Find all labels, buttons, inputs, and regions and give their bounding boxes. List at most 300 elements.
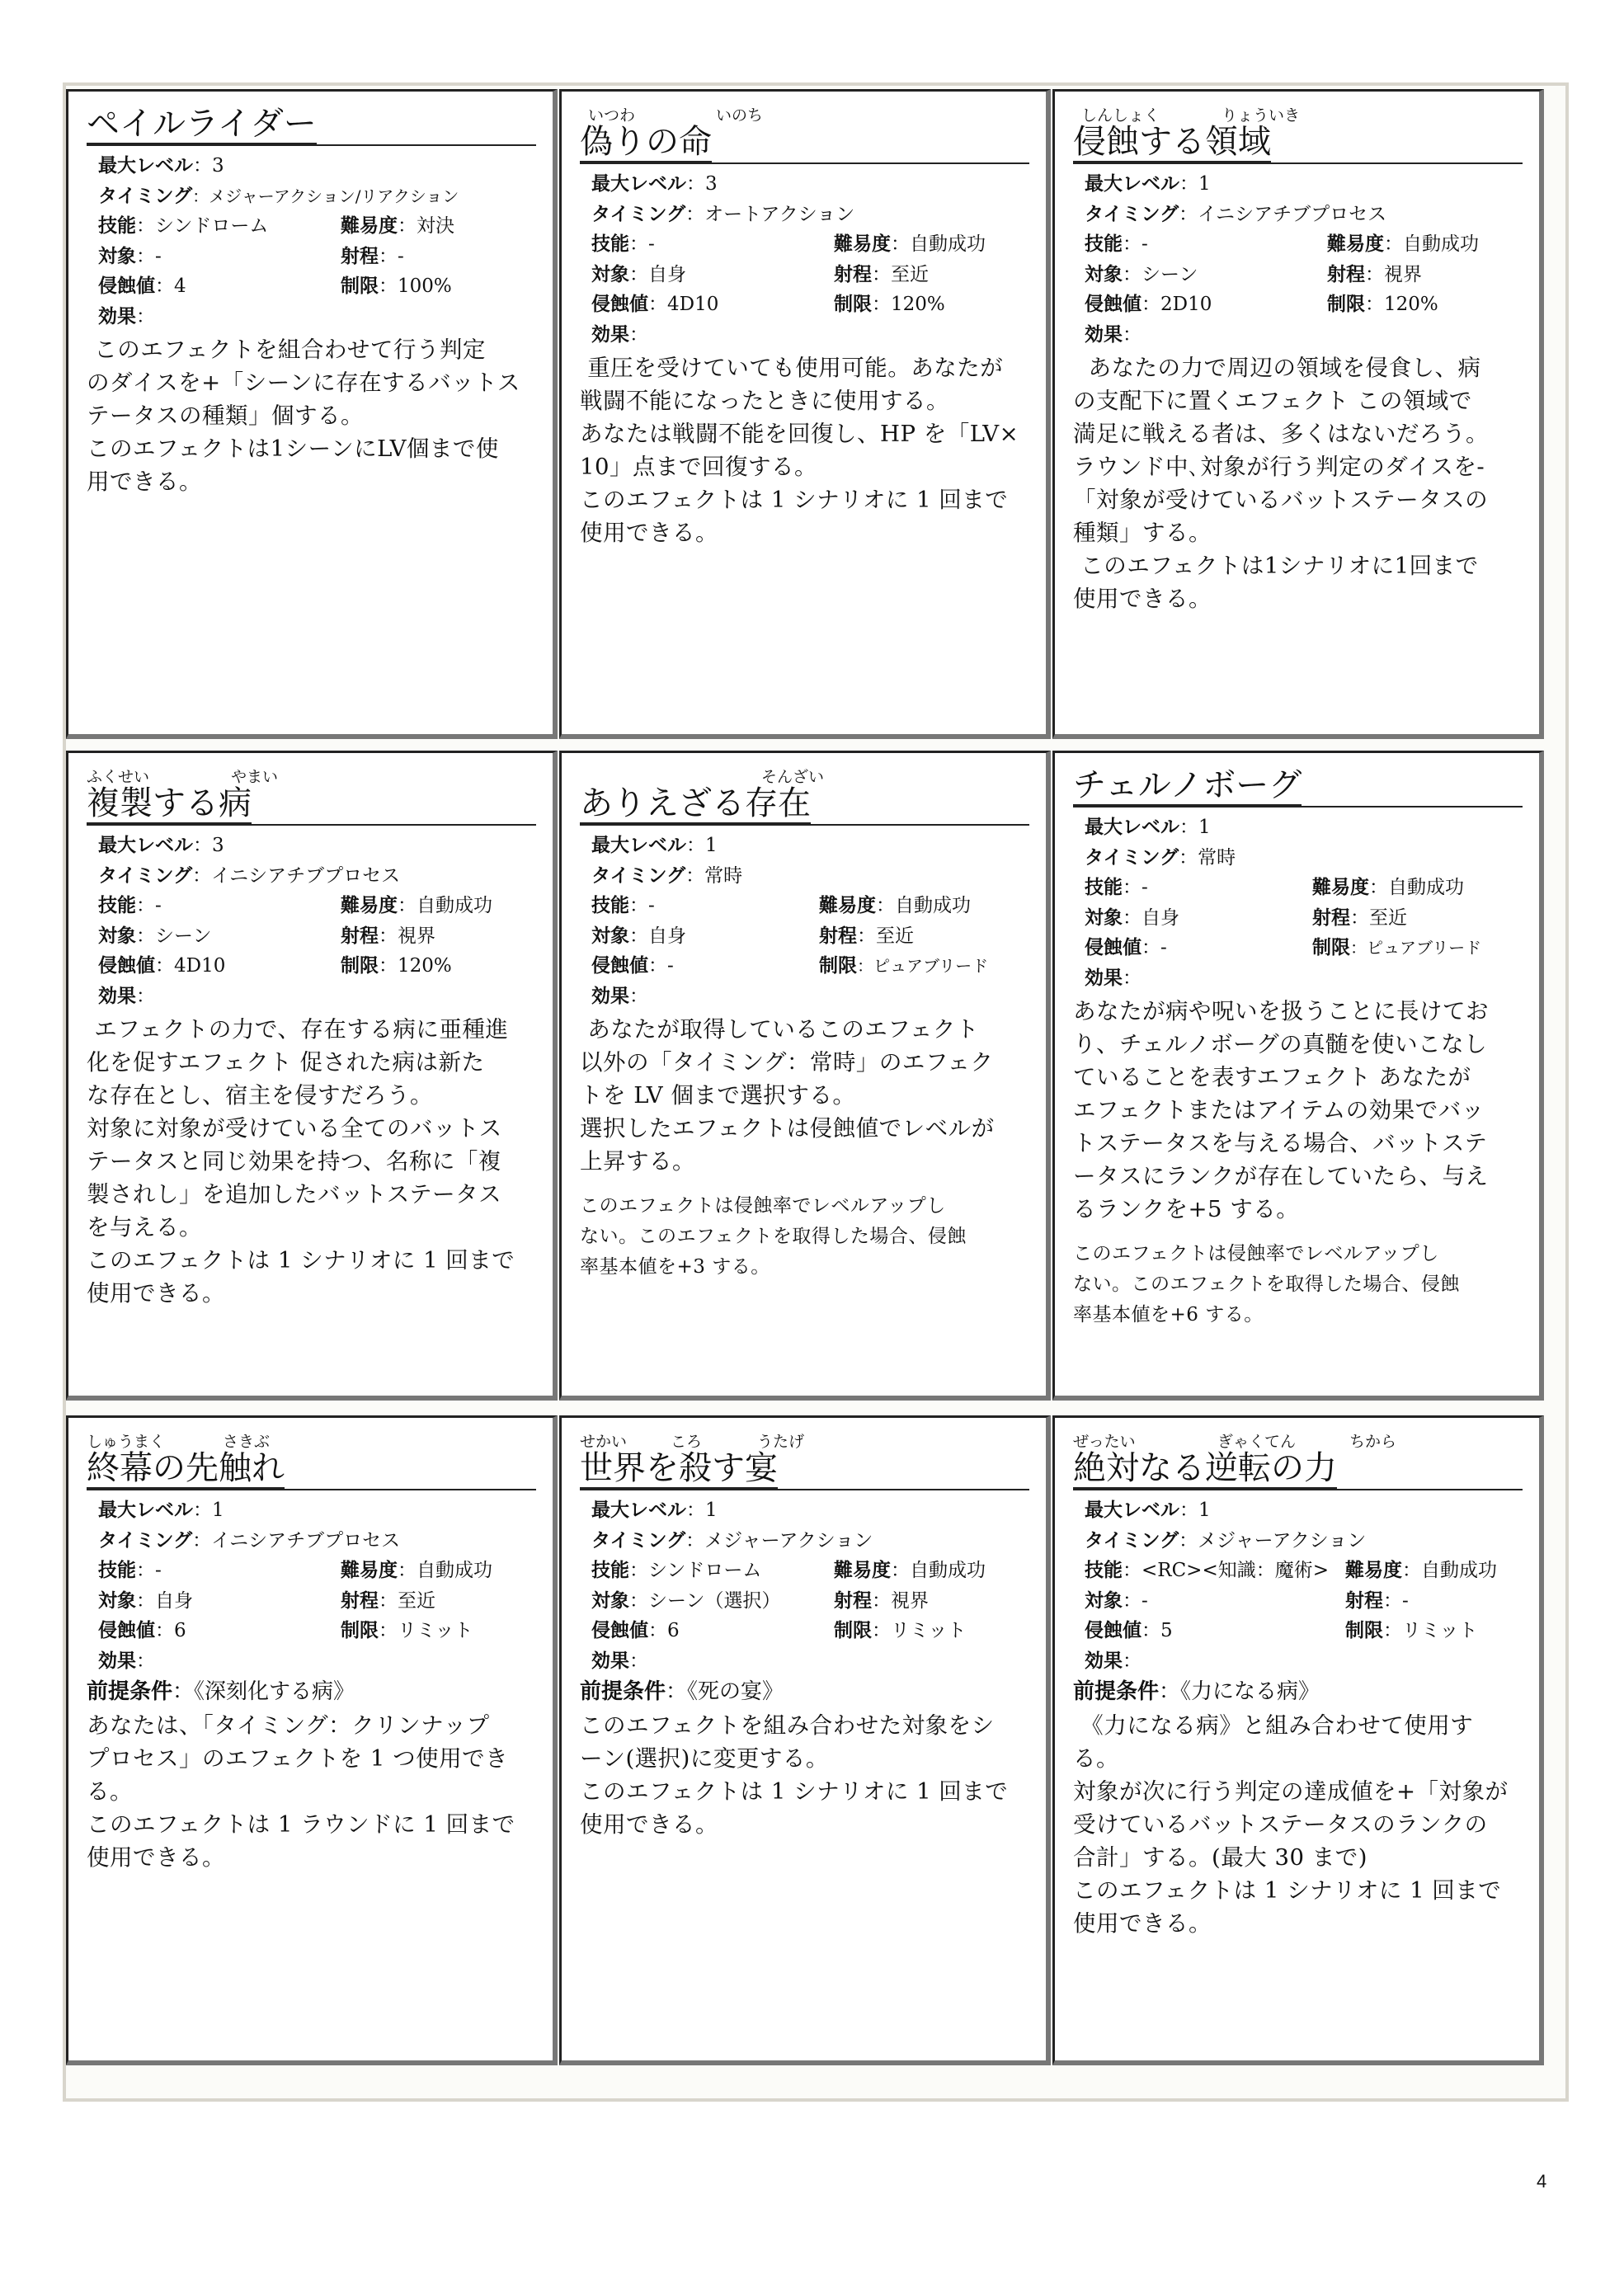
ruby-text: そんざい <box>761 768 825 786</box>
effect-title <box>580 123 1029 164</box>
stat-label: タイミング <box>1085 1529 1179 1551</box>
effect-title <box>87 1449 536 1490</box>
stat-label: タイミング <box>1085 846 1179 869</box>
stat-label: 技能 <box>591 895 629 916</box>
stat-timing <box>87 181 536 212</box>
stat-label: 難易度 <box>819 895 876 916</box>
stat-col2 <box>341 951 452 982</box>
stat-value: ：自動成功 <box>398 1560 492 1581</box>
stat-value: ： <box>629 985 648 1007</box>
stat-value: ：対決 <box>398 215 454 237</box>
effect-card <box>1052 1415 1544 2065</box>
stat-label: 技能 <box>1085 233 1123 255</box>
stat-effect <box>580 1646 1029 1677</box>
stat-label: 難易度 <box>1345 1560 1402 1581</box>
stat-row <box>1073 1616 1523 1646</box>
stat-value: ：シーン（選択） <box>629 1589 781 1612</box>
stat-value: ：視界 <box>379 925 435 947</box>
stat-row <box>580 1556 1029 1586</box>
stat-effect <box>1073 320 1523 351</box>
stat-row <box>87 211 536 242</box>
ruby-line <box>580 1426 1029 1449</box>
stat-value: ：1 <box>1179 173 1211 195</box>
stat-label: 侵蝕値 <box>591 294 648 315</box>
effect-card <box>559 751 1051 1401</box>
stat-label: タイミング <box>1085 203 1179 225</box>
stat-max-level <box>87 151 536 181</box>
stat-value: ：シーン <box>1123 263 1198 285</box>
stat-label: 制限 <box>1327 294 1365 315</box>
stat-value: ：自動成功 <box>398 895 492 916</box>
stat-value: ：- <box>1123 233 1148 255</box>
stat-label: 対象 <box>1085 263 1123 285</box>
effect-title <box>580 1449 1029 1490</box>
stat-label: 技能 <box>591 233 629 255</box>
stat-label: タイミング <box>98 185 193 207</box>
stat-value: ：- <box>629 233 655 255</box>
stat-label: 最大レベル <box>1085 817 1179 838</box>
stat-value: ：自動成功 <box>891 233 986 255</box>
effect-title <box>1073 123 1523 164</box>
stat-label: 技能 <box>98 1560 136 1581</box>
stat-label: 射程 <box>819 925 857 947</box>
stat-value: ：至近 <box>379 1589 435 1612</box>
stat-value: ：ピュアブリード <box>857 956 989 976</box>
effect-note: このエフェクトは侵蝕率でレベルアップし ない。このエフェクトを取得した場合、侵蝕 率基本値を+3 する。 <box>580 1195 967 1278</box>
stat-value: ：- <box>1383 1589 1409 1612</box>
stat-timing <box>1073 843 1523 873</box>
stat-value: ：- <box>1142 937 1167 958</box>
stat-max-level <box>1073 169 1523 200</box>
stat-label: 効果 <box>591 985 629 1007</box>
stat-label: 制限 <box>341 275 379 297</box>
stat-label: 技能 <box>1085 1560 1123 1581</box>
effect-card <box>66 751 558 1401</box>
effect-title-text: 偽りの命 <box>580 123 712 163</box>
stat-label: タイミング <box>591 203 686 225</box>
stat-col2 <box>1345 1556 1497 1586</box>
stat-label: タイミング <box>591 1529 686 1551</box>
prerequisite-value: ：《死の宴》 <box>666 1679 784 1704</box>
effect-description: あなたは、「タイミング：クリンナップ プロセス」のエフェクトを 1 つ使用でき る。 このエフェクトは 1 ラウンドに 1 回まで 使用できる。 <box>87 1712 515 1871</box>
stat-value: ：1 <box>1179 1500 1211 1521</box>
stat-value: ： <box>1123 1650 1142 1672</box>
ruby-text: しんしょく <box>1081 106 1160 125</box>
stat-value: ：100% <box>379 275 452 297</box>
stat-value: ：120% <box>872 294 945 315</box>
stat-value: ：<RC><知識：魔術> <box>1123 1560 1330 1581</box>
effect-card <box>1052 89 1544 739</box>
stat-value: ：自動成功 <box>1369 877 1464 898</box>
stat-value: ： <box>136 305 155 327</box>
stat-value: ：視界 <box>872 1589 929 1612</box>
stat-label: 射程 <box>834 1589 872 1612</box>
effect-description: あなたが取得しているこのエフェクト 以外の「タイミング：常時」のエフェク トを LV 個まで選択する。 選択したエフェクトは侵蝕値でレベルが 上昇する。 <box>580 1016 995 1175</box>
stat-row <box>87 242 536 272</box>
stat-value: ：3 <box>686 173 718 195</box>
stat-label: 侵蝕値 <box>591 1620 648 1641</box>
stat-col2 <box>1327 260 1422 290</box>
stat-value: ：オートアクション <box>685 203 855 225</box>
stat-value: ： <box>629 1650 648 1672</box>
stat-max-level <box>580 169 1029 200</box>
stat-value: ：- <box>629 895 655 916</box>
stat-col2 <box>834 1616 967 1646</box>
stat-value: ：120% <box>379 955 452 977</box>
stat-timing <box>580 1526 1029 1556</box>
stat-label: 効果 <box>591 1650 629 1672</box>
stat-label: 効果 <box>1085 1650 1123 1672</box>
stat-value: ：メジャーアクション <box>685 1529 873 1551</box>
stat-value: ：自動成功 <box>1384 233 1479 255</box>
effect-description: エフェクトの力で、存在する病に亜種進 化を促すエフェクト 促された病は新た な存在とし、宿主を侵すだろう。 対象に対象が受けている全てのバットス テータスと同じ効果を持つ、名称に「複 製されし」を追加したバットステータス を与える。 このエフェクトは 1 シナリオに 1 回まで 使用できる。 <box>87 1016 515 1307</box>
stat-row <box>87 1556 536 1586</box>
stat-value: ：3 <box>193 835 224 856</box>
stat-label: 射程 <box>1312 906 1350 929</box>
stat-row <box>1073 903 1523 934</box>
stat-label: 侵蝕値 <box>98 955 155 977</box>
stat-value: ：- <box>136 1560 162 1581</box>
stat-label: 侵蝕値 <box>1085 937 1142 958</box>
effect-description: あなたの力で周辺の領域を侵食し、病 の支配下に置くエフェクト この領域で 満足に戦える者は、多くはないだろう。 ラウンド中､対象が行う判定のダイスを- 「対象が受けているバットステータスの 種類」する。 このエフェクトは1シナリオに1回まで 使用できる。 <box>1073 355 1489 612</box>
stat-max-level <box>1073 1495 1523 1526</box>
stat-col2 <box>1327 290 1438 320</box>
stat-row <box>580 290 1029 320</box>
stat-value: ：自身 <box>136 1589 193 1612</box>
stat-row <box>1073 873 1523 903</box>
stat-timing <box>580 200 1029 230</box>
stat-row <box>580 951 1029 982</box>
stat-value: ：シーン <box>136 925 212 947</box>
stat-col2 <box>1312 933 1481 963</box>
ruby-text: さきぶ <box>223 1433 271 1451</box>
stat-col2 <box>834 260 929 290</box>
stat-label: 効果 <box>98 1650 136 1672</box>
stat-effect <box>1073 1646 1523 1677</box>
stat-label: 制限 <box>341 955 379 977</box>
effect-note: このエフェクトは侵蝕率でレベルアップし ない。このエフェクトを取得した場合、侵蝕 率基本値を+6 する。 <box>1073 1243 1460 1325</box>
stat-col2 <box>819 891 971 921</box>
ruby-line <box>580 761 1029 784</box>
stat-label: 難易度 <box>341 895 398 916</box>
stat-row <box>1073 1556 1523 1586</box>
stat-label: 制限 <box>1312 937 1350 958</box>
prerequisite-label: 前提条件 <box>580 1679 666 1704</box>
stat-label: 対象 <box>1085 906 1123 929</box>
stat-col2 <box>1327 229 1479 260</box>
stat-label: 対象 <box>98 925 136 947</box>
stat-row <box>1073 933 1523 963</box>
ruby-line <box>87 1426 536 1449</box>
prerequisite <box>580 1676 1029 1707</box>
effect-title-text: 終幕の先触れ <box>87 1449 285 1490</box>
prerequisite <box>87 1676 536 1707</box>
stat-row <box>1073 260 1523 290</box>
stat-col2 <box>819 951 988 982</box>
stat-row <box>580 891 1029 921</box>
stat-label: 技能 <box>98 895 136 916</box>
stat-label: 制限 <box>819 955 857 977</box>
stat-col2 <box>1312 903 1407 934</box>
stat-label: 効果 <box>1085 323 1123 346</box>
stat-value: ：6 <box>648 1620 680 1641</box>
stat-row <box>87 1616 536 1646</box>
stat-label: 制限 <box>1345 1620 1383 1641</box>
stat-value: ：- <box>1123 877 1148 898</box>
prerequisite-value: ：《力になる病》 <box>1159 1679 1320 1704</box>
stat-col2 <box>1312 873 1464 903</box>
stat-label: 制限 <box>341 1620 379 1641</box>
stat-label: 射程 <box>1327 263 1365 285</box>
stat-max-level <box>87 1495 536 1526</box>
stat-col2 <box>1345 1586 1409 1617</box>
stat-effect <box>87 302 536 332</box>
ruby-text: ころ <box>671 1433 703 1451</box>
stat-label: 制限 <box>834 1620 872 1641</box>
effect-title <box>87 105 536 146</box>
stat-col2 <box>341 271 452 302</box>
effect-card <box>66 1415 558 2065</box>
stat-value: ：自身 <box>629 925 686 947</box>
stat-value: ：イニシアチブプロセス <box>1179 203 1387 225</box>
stat-value: ：5 <box>1142 1620 1173 1641</box>
stat-label: 最大レベル <box>1085 173 1179 195</box>
effect-description: このエフェクトを組み合わせた対象をシ ーン(選択)に変更する。 このエフェクトは 1 シナリオに 1 回まで 使用できる。 <box>580 1712 1009 1838</box>
stat-effect <box>87 1646 536 1677</box>
ruby-text: しゅうまく <box>87 1433 166 1451</box>
stat-label: 侵蝕値 <box>98 1620 155 1641</box>
stat-label: 対象 <box>591 1589 629 1612</box>
stat-label: 最大レベル <box>1085 1500 1179 1521</box>
stat-col2 <box>341 1556 492 1586</box>
stat-col2 <box>341 921 435 952</box>
stat-col2 <box>341 211 454 242</box>
stat-value: ：リミット <box>379 1620 473 1641</box>
effect-title-text: ありえざる存在 <box>580 784 811 825</box>
effect-description: あなたが病や呪いを扱うことに長けてお り、チェルノボーグの真髄を使いこなし ていることを表すエフェクト あなたが エフェクトまたはアイテムの効果でバッ トステータスを与える場合、バットステ ータスにランクが存在していたら、与え るランクを+5 する。 <box>1073 998 1489 1222</box>
stat-row <box>580 921 1029 952</box>
stat-max-level <box>580 1495 1029 1526</box>
stat-timing <box>87 861 536 892</box>
stat-row <box>580 1586 1029 1617</box>
stat-label: 射程 <box>341 1589 379 1612</box>
stat-max-level <box>580 831 1029 861</box>
ruby-text: ちから <box>1349 1433 1397 1451</box>
stat-value: ：4D10 <box>648 294 719 315</box>
stat-value: ： <box>136 985 155 1007</box>
ruby-line <box>1073 100 1523 123</box>
stat-label: 対象 <box>98 1589 136 1612</box>
stat-col2 <box>834 290 945 320</box>
prerequisite <box>1073 1676 1523 1707</box>
stat-label: 射程 <box>834 263 872 285</box>
stat-label: 効果 <box>98 305 136 327</box>
stat-value: ：メジャーアクション <box>1179 1529 1367 1551</box>
stat-effect <box>580 320 1029 351</box>
stat-value: ：至近 <box>872 263 929 285</box>
stat-label: 難易度 <box>1312 877 1369 898</box>
stat-value: ：イニシアチブプロセス <box>192 864 401 887</box>
ruby-text: いのち <box>716 106 764 125</box>
stat-value: ：1 <box>193 1500 224 1521</box>
effect-title <box>87 784 536 826</box>
ruby-text: りょういき <box>1222 106 1301 125</box>
stat-label: 侵蝕値 <box>1085 294 1142 315</box>
ruby-text: うたげ <box>757 1433 805 1451</box>
stat-label: 難易度 <box>1327 233 1384 255</box>
stat-effect <box>87 982 536 1012</box>
stat-col2 <box>1345 1616 1478 1646</box>
stat-value: ：シンドローム <box>136 215 269 237</box>
stat-value: ：ピュアブリード <box>1350 938 1482 958</box>
ruby-text: いつわ <box>588 106 636 125</box>
effect-title-text: 絶対なる逆転の力 <box>1073 1449 1337 1490</box>
stat-label: 対象 <box>591 925 629 947</box>
stat-label: 難易度 <box>834 233 891 255</box>
stat-value: ： <box>1123 323 1142 346</box>
stat-value: ： <box>629 323 648 346</box>
stat-label: タイミング <box>98 864 193 887</box>
stat-value: ：自身 <box>629 263 686 285</box>
stat-label: 対象 <box>591 263 629 285</box>
stat-value: ：常時 <box>1179 846 1236 869</box>
stat-value: ：2D10 <box>1142 294 1212 315</box>
effect-title-text: チェルノボーグ <box>1073 766 1302 807</box>
stat-value: ：3 <box>193 155 224 177</box>
stat-label: 射程 <box>341 245 379 267</box>
stat-label: 技能 <box>98 215 136 237</box>
effect-title-text: ペイルライダー <box>87 105 317 145</box>
stat-value: ：至近 <box>1350 906 1407 929</box>
stat-col2 <box>341 242 404 272</box>
stat-value: ：リミット <box>1383 1620 1478 1641</box>
prerequisite-label: 前提条件 <box>1073 1679 1160 1704</box>
stat-value: ：自動成功 <box>891 1560 986 1581</box>
stat-value: ：1 <box>1179 817 1211 838</box>
stat-value: ：- <box>648 955 674 977</box>
ruby-text: ぎゃくてん <box>1217 1433 1297 1451</box>
stat-value: ：視界 <box>1365 263 1422 285</box>
effect-card <box>1052 751 1544 1401</box>
stat-label: 効果 <box>1085 967 1123 989</box>
stat-row <box>87 921 536 952</box>
stat-max-level <box>87 831 536 861</box>
stat-value: ：1 <box>686 835 718 856</box>
stat-label: 効果 <box>98 985 136 1007</box>
stat-label: 最大レベル <box>591 173 686 195</box>
stat-label: 難易度 <box>834 1560 891 1581</box>
stat-value: ：自身 <box>1123 906 1179 929</box>
stat-label: 技能 <box>1085 877 1123 898</box>
effect-description: このエフェクトを組合わせて行う判定 のダイスを+「シーンに存在するバットス テータスの種類」個する。 このエフェクトは1シーンにLV個まで使 用できる。 <box>87 337 520 495</box>
stat-label: 最大レベル <box>98 1500 193 1521</box>
stat-label: 最大レベル <box>591 1500 686 1521</box>
stat-col2 <box>834 1586 929 1617</box>
stat-label: 射程 <box>341 925 379 947</box>
stat-row <box>1073 1586 1523 1617</box>
stat-col2 <box>834 229 986 260</box>
stat-timing <box>87 1526 536 1556</box>
ruby-text: やまい <box>231 768 279 786</box>
stat-row <box>1073 290 1523 320</box>
stat-value: ：至近 <box>857 925 914 947</box>
stat-col2 <box>341 1586 435 1617</box>
stat-value: ：常時 <box>685 864 743 887</box>
stat-label: 侵蝕値 <box>98 275 155 297</box>
stat-label: 最大レベル <box>98 155 193 177</box>
stat-label: 制限 <box>834 294 872 315</box>
stat-label: 最大レベル <box>591 835 686 856</box>
stat-timing <box>1073 200 1523 230</box>
stat-label: 侵蝕値 <box>1085 1620 1142 1641</box>
stat-row <box>87 271 536 302</box>
stat-max-level <box>1073 812 1523 843</box>
stat-value: ：シンドローム <box>629 1560 762 1581</box>
stat-label: 侵蝕値 <box>591 955 648 977</box>
stat-value: ：自動成功 <box>1402 1560 1497 1581</box>
stat-col2 <box>834 1556 986 1586</box>
stat-value: ：4 <box>155 275 186 297</box>
stat-value: ：リミット <box>872 1620 967 1641</box>
stat-col2 <box>341 891 492 921</box>
ruby-line <box>87 761 536 784</box>
stat-row <box>87 951 536 982</box>
stat-col2 <box>819 921 914 952</box>
effect-title <box>1073 766 1523 807</box>
prerequisite-value: ：《深刻化する病》 <box>172 1679 355 1704</box>
stat-label: 効果 <box>591 323 629 346</box>
stat-label: 対象 <box>98 245 136 267</box>
stat-value: ：1 <box>686 1500 718 1521</box>
stat-col2 <box>341 1616 473 1646</box>
effect-title-text: 世界を殺す宴 <box>580 1449 778 1490</box>
stat-label: 対象 <box>1085 1589 1123 1612</box>
stat-value: ：- <box>379 245 404 267</box>
stat-value: ： <box>1123 967 1142 989</box>
effect-title-text: 侵蝕する領域 <box>1073 123 1271 163</box>
stat-label: 難易度 <box>341 1560 398 1581</box>
stat-label: タイミング <box>98 1529 193 1551</box>
stat-label: 射程 <box>1345 1589 1383 1612</box>
stat-value: ：120% <box>1365 294 1438 315</box>
stat-timing <box>580 861 1029 892</box>
stat-value: ：- <box>136 895 162 916</box>
stat-value: ：イニシアチブプロセス <box>192 1529 401 1551</box>
stat-row <box>87 891 536 921</box>
ruby-line <box>1073 1426 1523 1449</box>
effect-title <box>580 784 1029 826</box>
stat-effect <box>1073 963 1523 994</box>
effect-card <box>559 89 1051 739</box>
effect-title <box>1073 1449 1523 1490</box>
prerequisite-label: 前提条件 <box>87 1679 173 1704</box>
effect-title-text: 複製する病 <box>87 784 252 825</box>
stat-label: 難易度 <box>341 215 398 237</box>
stat-value: ：4D10 <box>155 955 226 977</box>
stat-label: タイミング <box>591 864 686 887</box>
ruby-text: ふくせい <box>87 768 150 786</box>
stat-value: ：6 <box>155 1620 186 1641</box>
stat-timing <box>1073 1526 1523 1556</box>
stat-value: ：自動成功 <box>876 895 971 916</box>
stat-value: ：メジャーアクション/リアクション <box>192 186 459 206</box>
effect-description: 《力になる病》と組み合わせて使用す る。 対象が次に行う判定の達成値を+「対象が 受けているバットステータスのランクの 合計」する。(最大 30 まで) このエフェクトは 1 シナリオに 1 回まで 使用できる。 <box>1073 1712 1509 1937</box>
stat-value: ：- <box>1123 1589 1148 1612</box>
stat-row <box>580 1616 1029 1646</box>
effect-card <box>66 89 558 739</box>
ruby-line <box>580 100 1029 123</box>
ruby-text: ぜったい <box>1073 1433 1136 1451</box>
